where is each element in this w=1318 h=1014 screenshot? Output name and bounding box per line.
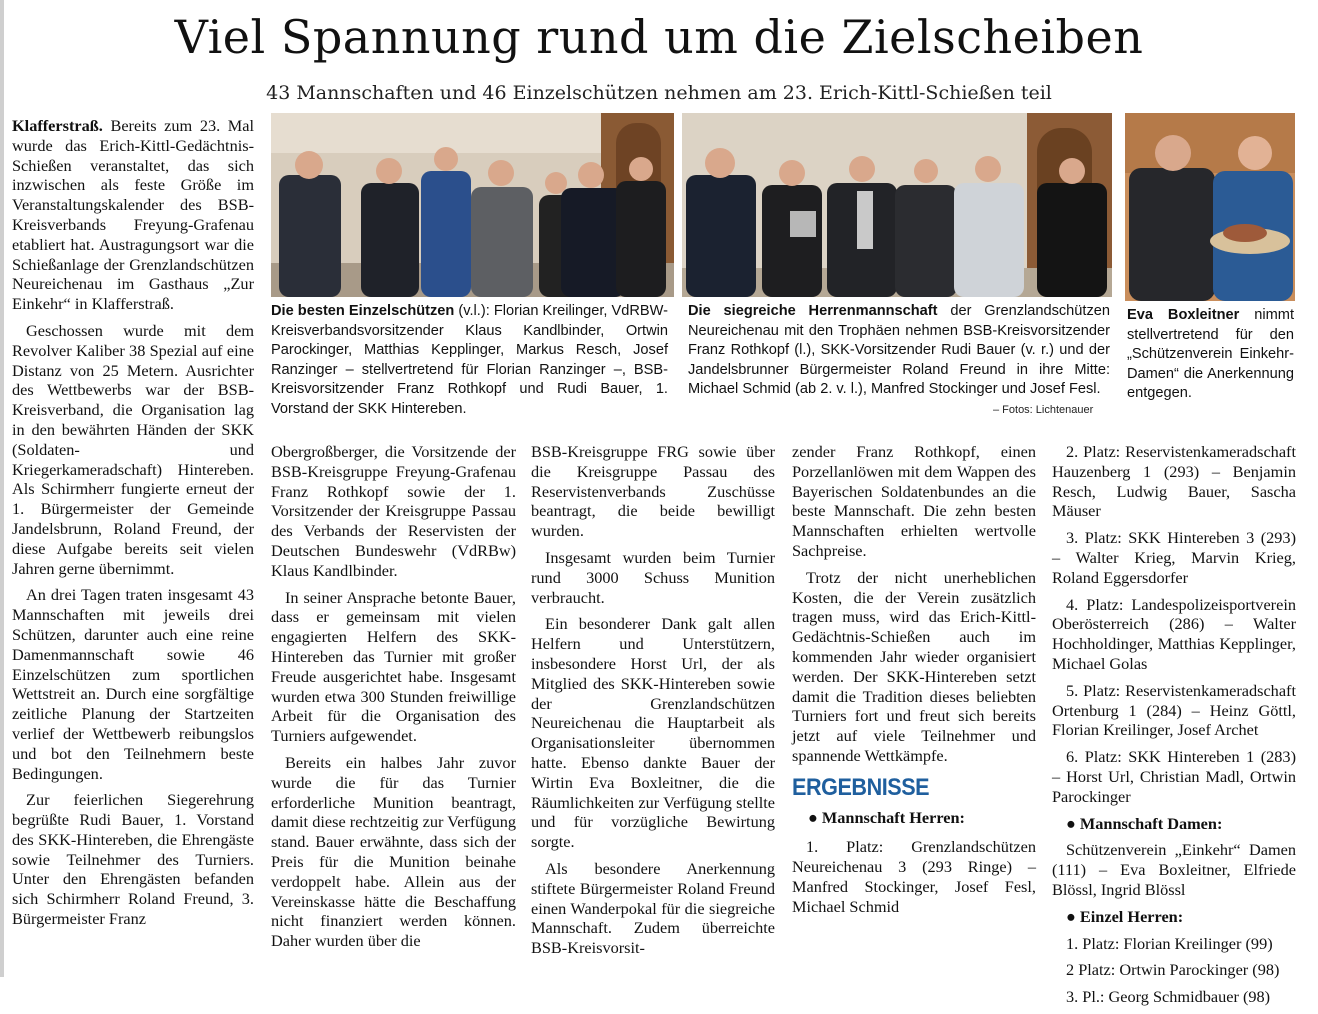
mens-team-place-1: 1. Platz: Grenzlandschützen Neureichenau 3 (293 Ringe) – Manfred Stockinger, Josef Fesl, Michael Schmid <box>792 837 1036 916</box>
womens-team-label: ● Mannschaft Damen: <box>1066 813 1223 833</box>
article-column-4 <box>792 442 1036 924</box>
col4-paragraph-1: zender Franz Rothkopf, einen Porzellanlöwen mit dem Wappen des Bayerischen Soldatenbundes an die beste Mannschaft. Die zehn besten Mannschaften erhielten wertvolle Sachpreise. <box>792 442 1036 560</box>
photo-eva-boxleitner <box>1125 113 1295 301</box>
col3-paragraph-4: Als besondere Anerkennung stiftete Bürgermeister Roland Freund einen Wanderpokal für die siegreiche Mannschaft. Zudem überreichte BSB-Kreisvorsit- <box>531 858 775 958</box>
page-edge <box>0 0 4 977</box>
bullet-icon: ● <box>1066 813 1076 833</box>
mens-team-label-text: Mannschaft Herren: <box>821 807 965 827</box>
col1-paragraph-1 <box>12 116 254 314</box>
womens-team-place-1: Schützenverein „Einkehr“ Damen (111) – Eva Boxleitner, Elfriede Blössl, Ingrid Blössl <box>1052 840 1296 899</box>
mens-team-label <box>792 808 1036 828</box>
photo-credit: – Fotos: Lichtenauer <box>993 404 1094 416</box>
mens-team-place-4: 4. Platz: Landespolizeisportverein Oberösterreich (286) – Walter Hochholdinger, Matthias Kepplinger, Michael Golas <box>1052 594 1296 673</box>
individual-men-place-2: 2 Platz: Ortwin Parockinger (98) <box>1066 960 1280 980</box>
photo3-caption-lead: Eva Boxleitner <box>1127 307 1240 323</box>
mens-team-place-5: 5. Platz: Reservistenkameradschaft Ortenburg 1 (284) – Heinz Göttl, Florian Kreilinger, Josef Archet <box>1052 680 1296 740</box>
results-heading: ERGEBNISSE <box>792 773 930 801</box>
bullet-icon: ● <box>1066 906 1076 926</box>
article-column-1 <box>12 116 254 936</box>
article-column-3 <box>531 442 775 965</box>
photo3-caption <box>1127 306 1294 404</box>
col1-paragraph-2: Geschossen wurde mit dem Revolver Kaliber 38 Spezial auf eine Distanz von 25 Metern. Ausrichter des Wettbewerbs war der BSB-Kreisverband, die Organisation lag in den bewährten Händen der SKK (Soldaten- und Kriegerkameradschaft) Hintereben. Als Schirmherr fungierte erneut der 1. Bürgermeister der Gemeinde Jandelsbrunn, Roland Freund, der diese Aufgabe bereits seit vielen Jahren gerne übernimmt. <box>12 320 254 578</box>
individual-men-place-3: 3. Pl.: Georg Schmidbauer (98) <box>1066 987 1271 1007</box>
individual-men-label-text: Einzel Herren: <box>1079 906 1184 926</box>
col3-paragraph-1: BSB-Kreisgruppe FRG sowie über die Kreisgruppe Passau des Reservistenverbands Zuschüsse beantragt, die beide bewilligt wurden. <box>531 442 775 541</box>
col3-paragraph-3: Ein besonderer Dank galt allen Helfern und Unterstützern, insbesondere Horst Url, der als Mitglied des SKK-Hintereben sowie der Grenzlandschützen Neureichenau die Hauptarbeit als Organisationsleiter übernommen hatte. Ebenso dankte Bauer der Wirtin Eva Boxleitner, die die Räumlichkeiten zur Verfügung stellte und für vorzügliche Bewirtung sorgte. <box>531 614 775 852</box>
col1-paragraph-4: Zur feierlichen Siegerehrung begrüßte Rudi Bauer, 1. Vorstand des SKK-Hintereben, die Ehrengäste sowie Teilnehmer des Turniers. Unter den Ehrengästen befanden sich Schirmherr Roland Freund, 3. Bürgermeister Franz <box>12 790 254 929</box>
photo1-caption-text: (v.l.): Florian Kreilinger, VdRBW-Kreisverbandsvorsitzender Klaus Kandlbinder, Ortwin Parockinger, Matthias Kepplinger, Markus Resch, Josef Ranzinger – stellvertretend für Florian Ranzinger –, BSB-Kreisvorsitzender Franz Rothkopf und Rudi Bauer, 1. Vorstand der SKK Hintereben. <box>271 303 669 417</box>
individual-men-place-1: 1. Platz: Florian Kreilinger (99) <box>1066 933 1273 953</box>
bullet-icon: ● <box>808 807 818 827</box>
col3-paragraph-2: Insgesamt wurden beim Turnier rund 3000 Schuss Munition verbraucht. <box>531 547 775 607</box>
subheadline: 43 Mannschaften und 46 Einzelschützen nehmen am 23. Erich-Kittl-Schießen teil <box>266 82 1052 104</box>
col1-paragraph-3: An drei Tagen traten insgesamt 43 Mannschaften mit jeweils drei Schützen, darunter auch eine reine Damenmannschaft sowie 46 Einzelschützen zum sportlichen Wettstreit an. Durch eine sorgfältige zeitliche Planung der Startzeiten verlief der Wettbewerb reibungslos und bot den Teilnehmern beste Bedingungen. <box>12 585 254 783</box>
col2-paragraph-1: Obergroßberger, die Vorsitzende der BSB-Kreisgruppe Freyung-Grafenau Franz Rothkopf sowie der 1. Vorsitzender der Kreisgruppe Passau des Verbands der Reservisten der Deutschen Bundeswehr (VdRBw) Klaus Kandlbinder. <box>271 442 516 580</box>
mens-team-place-6: 6. Platz: SKK Hintereben 1 (283) – Horst Url, Christian Madl, Ortwin Parockinger <box>1052 747 1296 806</box>
dateline: Klafferstraß. <box>12 116 103 135</box>
article-column-5 <box>1052 442 1296 1014</box>
photo-best-individual-shooters <box>271 113 674 297</box>
col1-p1-text: Bereits zum 23. Mal wurde das Erich-Kittl-Gedächtnis-Schießen veranstaltet, das sich inzwischen als feste Größe im Veranstaltungskalender des BSB-Kreisverbands Freyung-Grafenau etabliert hat. Austragungsort war die Schießanlage der Grenzlandschützen Neureichenau im Gasthaus „Zur Einkehr“ in Klafferstraß. <box>12 116 254 314</box>
individual-men-label <box>1052 907 1296 927</box>
photo1-caption-lead: Die besten Einzelschützen <box>271 303 455 319</box>
col4-paragraph-2: Trotz der nicht unerheblichen Kosten, die der Verein zusätzlich tragen muss, wird das Erich-Kittl-Gedächtnis-Schießen auch im kommenden Jahr wieder organisiert werden. Der SKK-Hintereben setzt damit die Tradition dieses beliebten Turniers fort und freut sich bereits jetzt auf viele Teilnehmer und spannende Wettkämpfe. <box>792 567 1036 765</box>
photo2-caption-lead: Die siegreiche Herrenmannschaft <box>688 303 938 319</box>
photo1-caption <box>271 302 668 420</box>
col2-paragraph-2: In seiner Ansprache betonte Bauer, dass er gemeinsam mit vielen engagierten Helfern des SKK-Hintereben das Turnier mit großer Freude ausgerichtet habe. Insgesamt wurden etwa 300 Stunden freiwillige Arbeit für die Organisation des Turniers aufgewendet. <box>271 587 516 746</box>
photo-winning-mens-team <box>682 113 1112 297</box>
headline: Viel Spannung rund um die Zielscheiben <box>174 10 1144 64</box>
photo2-caption-text: der Grenzlandschützen Neureichenau mit den Trophäen nehmen BSB-Kreisvorsitzender Franz Rothkopf (l.), SKK-Vorsitzender Rudi Bauer (v. r.) und der Jandelsbrunner Bürgermeister Roland Freund in ihre Mitte: Michael Schmid (ab 2. v. l.), Manfred Stockinger und Josef Fesl. <box>688 303 1110 398</box>
mens-team-place-2: 2. Platz: Reservistenkameradschaft Hauzenberg 1 (293) – Benjamin Resch, Ludwig Bauer, Sascha Mäuser <box>1052 442 1296 521</box>
col2-paragraph-3: Bereits ein halbes Jahr zuvor wurde die für das Turnier erforderliche Munition beantragt, damit diese rechtzeitig zur Verfügung stand. Bauer erwähnte, dass sich der Preis für die Munition beinahe verdoppelt habe. Allein aus der Vereinskasse hätte die Beschaffung nicht finanziert werden können. Daher wurden über die <box>271 752 516 951</box>
womens-team-label-text: Mannschaft Damen <box>1079 813 1217 833</box>
photo2-caption <box>688 302 1110 400</box>
article-column-2 <box>271 442 516 958</box>
mens-team-place-3: 3. Platz: SKK Hintereben 3 (293) – Walter Krieg, Marvin Krieg, Roland Eggersdorfer <box>1052 528 1296 587</box>
photo3-caption-text: nimmt stellvertretend für den „Schützenverein Einkehr-Damen“ die Anerkennung entgegen. <box>1127 307 1295 402</box>
